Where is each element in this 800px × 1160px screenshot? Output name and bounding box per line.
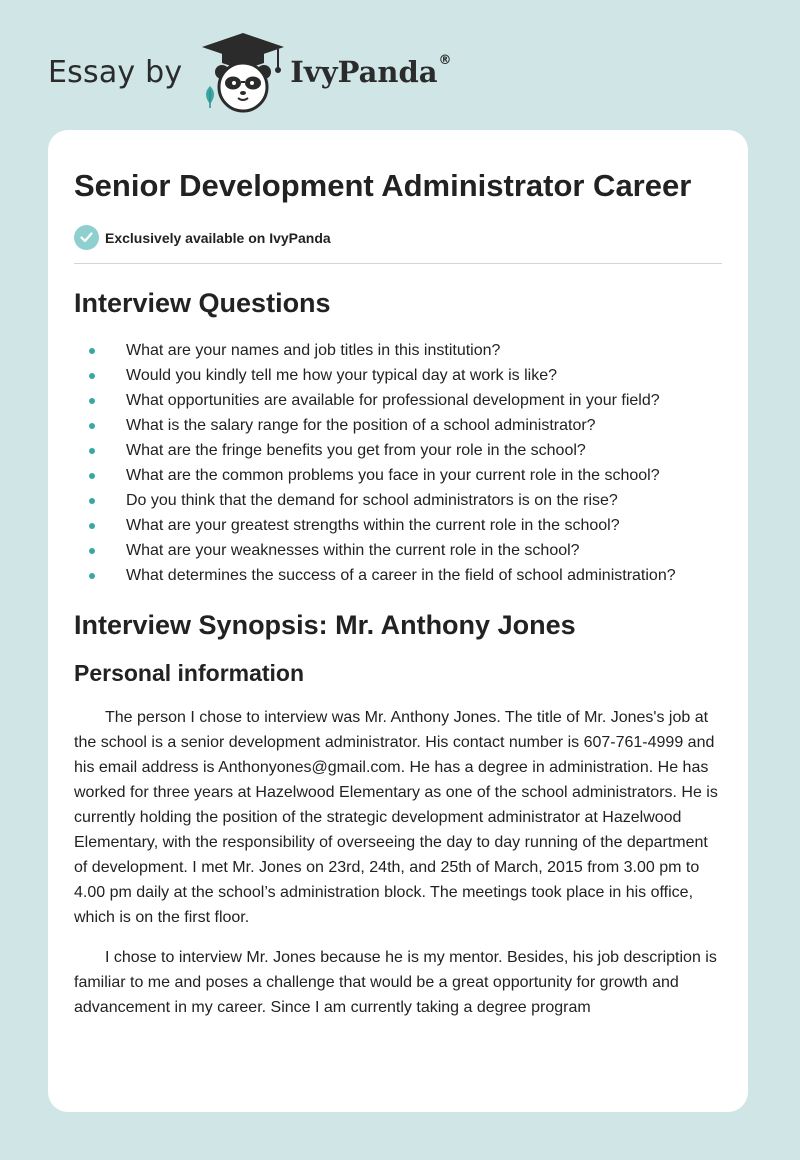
question-text: What are the fringe benefits you get from your role in the school? — [126, 442, 586, 459]
question-text: What determines the success of a career in the field of school administration? — [126, 567, 676, 584]
question-text: What are the common problems you face in your current role in the school? — [126, 467, 660, 484]
body-paragraph: I chose to interview Mr. Jones because he is my mentor. Besides, his job description is familiar to me and poses a challenge that would be a great opportunity for growth and advancement in my career. Since I am currently taking a degree program — [74, 949, 717, 1016]
bullet-icon — [89, 423, 95, 429]
bullet-icon — [89, 523, 95, 529]
question-item — [74, 363, 722, 388]
panda-graduate-logo-icon[interactable] — [198, 30, 288, 114]
question-item — [74, 463, 722, 488]
question-item — [74, 388, 722, 413]
registered-mark: ® — [438, 53, 452, 68]
bullet-icon — [89, 348, 95, 354]
bullet-icon — [89, 548, 95, 554]
question-text: What are your greatest strengths within the current role in the school? — [126, 517, 620, 534]
exclusive-availability-row — [74, 225, 722, 264]
brand-name-text: IvyPanda — [290, 55, 438, 89]
essay-title: Senior Development Administrator Career — [74, 168, 692, 203]
body-paragraph: The person I chose to interview was Mr. Anthony Jones. The title of Mr. Jones's job at the school is a senior development administrator. His contact number is 607-761-4999 and his email address is Anthonyones@gmail.com. He has a degree in administration. He has worked for three years at Hazelwood Elementary as one of the school administrators. He is currently holding the position of the strategic development administrator at Hazelwood Elementary, with the responsibility of overseeing the day to day running of the department of development. I met Mr. Jones on 23rd, 24th, and 25th of March, 2015 from 3.00 pm to 4.00 pm daily at the school’s administration block. The meetings took place in his office, which is on the first floor. — [74, 709, 718, 926]
question-text: What is the salary range for the position of a school administrator? — [126, 417, 596, 434]
check-icon — [74, 225, 99, 250]
question-item — [74, 563, 722, 588]
question-text: What are your weaknesses within the current role in the school? — [126, 542, 580, 559]
question-item — [74, 438, 722, 463]
bullet-icon — [89, 498, 95, 504]
essay-by-label: Essay by — [48, 54, 183, 90]
question-text: What opportunities are available for professional development in your field? — [126, 392, 660, 409]
essay-card — [48, 130, 748, 1112]
interview-synopsis-heading: Interview Synopsis: Mr. Anthony Jones — [74, 610, 576, 640]
site-header — [48, 30, 452, 114]
question-text: Would you kindly tell me how your typical day at work is like? — [126, 367, 557, 384]
ivypanda-wordmark[interactable] — [290, 55, 451, 89]
essay-content — [48, 130, 748, 1020]
question-item — [74, 413, 722, 438]
bullet-icon — [89, 573, 95, 579]
question-item — [74, 338, 722, 363]
question-item — [74, 538, 722, 563]
checkmark-glyph — [80, 232, 93, 243]
question-item — [74, 513, 722, 538]
question-text: Do you think that the demand for school administrators is on the rise? — [126, 492, 618, 509]
bullet-icon — [89, 398, 95, 404]
interview-questions-heading: Interview Questions — [74, 288, 331, 318]
interview-questions-list — [74, 338, 722, 588]
exclusive-label: Exclusively available on IvyPanda — [105, 229, 331, 246]
question-text: What are your names and job titles in this institution? — [126, 342, 501, 359]
question-item — [74, 488, 722, 513]
personal-information-heading: Personal information — [74, 660, 305, 686]
bullet-icon — [89, 448, 95, 454]
bullet-icon — [89, 473, 95, 479]
bullet-icon — [89, 373, 95, 379]
